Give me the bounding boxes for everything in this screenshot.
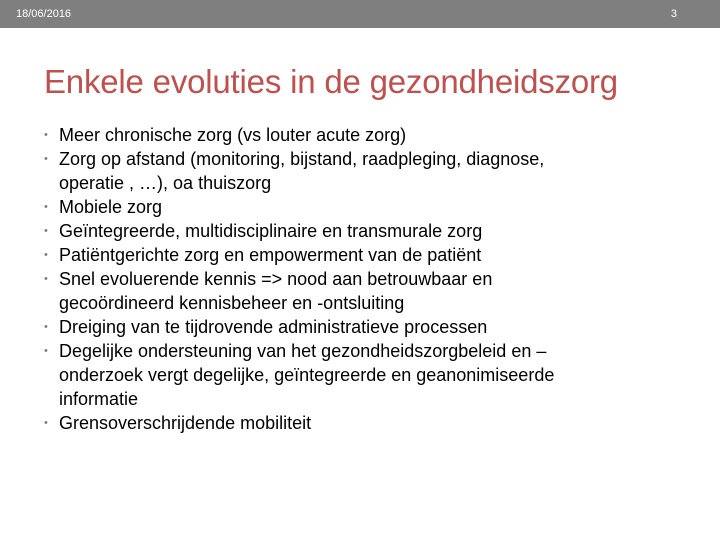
bullet-dot-icon: •: [44, 225, 48, 237]
bullet-dot-icon: •: [44, 345, 48, 357]
bullet-text: gecoördineerd kennisbeheer en -ontsluiting: [59, 293, 405, 313]
bullet-list: [44, 123, 694, 435]
bullet-text: Dreiging van te tijdrovende administratieve processen: [59, 317, 488, 337]
bullet-text: Patiëntgerichte zorg en empowerment van de patiënt: [59, 245, 482, 265]
bullet-item: [44, 315, 694, 339]
bullet-text: Degelijke ondersteuning van het gezondheidszorgbeleid en –: [59, 341, 547, 361]
bullet-text: Grensoverschrijdende mobiliteit: [59, 413, 312, 433]
header-bar: [0, 0, 720, 28]
bullet-text: Meer chronische zorg (vs louter acute zorg): [59, 125, 407, 145]
bullet-dot-icon: •: [44, 129, 48, 141]
bullet-dot-icon: •: [44, 201, 48, 213]
slide-page-number: 3: [670, 8, 677, 20]
bullet-text: onderzoek vergt degelijke, geïntegreerde en geanonimiseerde: [59, 365, 555, 385]
bullet-item: [44, 411, 694, 435]
bullet-text: operatie , …), oa thuiszorg: [59, 173, 272, 193]
bullet-dot-icon: •: [44, 273, 48, 285]
bullet-item: [44, 243, 694, 267]
slide-date: 18/06/2016: [16, 8, 72, 20]
bullet-text: Geïntegreerde, multidisciplinaire en transmurale zorg: [59, 221, 483, 241]
bullet-dot-icon: •: [44, 417, 48, 429]
bullet-text: Mobiele zorg: [59, 197, 163, 217]
bullet-dot-icon: •: [44, 153, 48, 165]
bullet-dot-icon: •: [44, 321, 48, 333]
bullet-item: [44, 123, 694, 147]
bullet-text: informatie: [59, 389, 139, 409]
slide-title: Enkele evoluties in de gezondheidszorg: [44, 63, 618, 100]
bullet-item: [44, 267, 694, 315]
bullet-item: [44, 219, 694, 243]
bullet-text: Zorg op afstand (monitoring, bijstand, raadpleging, diagnose,: [59, 149, 545, 169]
bullet-item: [44, 195, 694, 219]
bullet-item: [44, 147, 694, 195]
bullet-dot-icon: •: [44, 249, 48, 261]
bullet-text: Snel evoluerende kennis => nood aan betrouwbaar en: [59, 269, 493, 289]
bullet-item: [44, 339, 694, 411]
